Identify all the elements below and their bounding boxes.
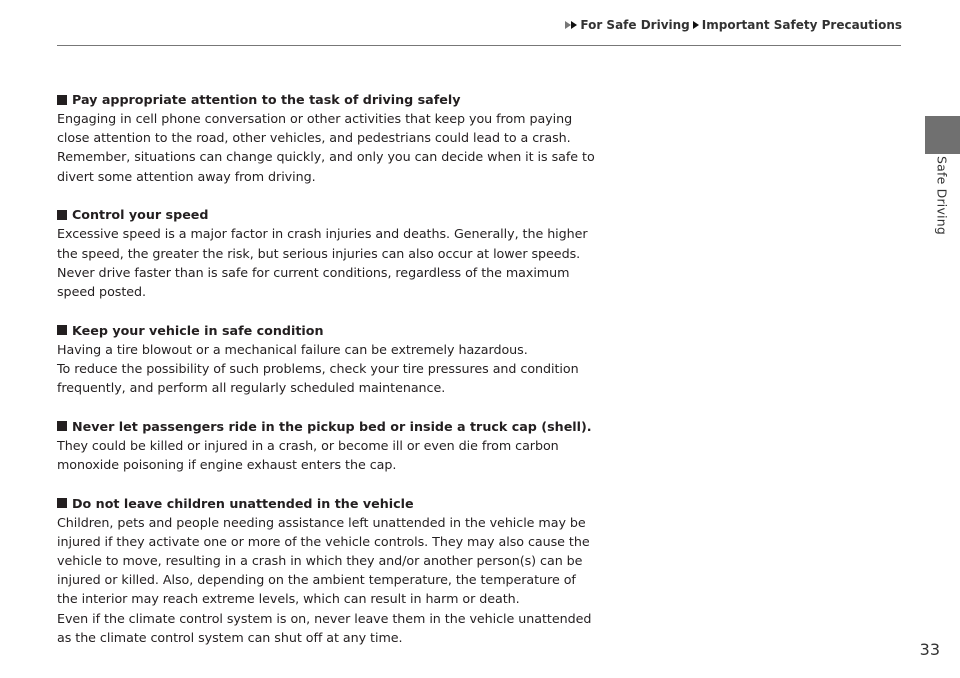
breadcrumb-item-important-safety-precautions[interactable]: Important Safety Precautions <box>701 18 902 32</box>
section-heading-text: Pay appropriate attention to the task of driving safely <box>72 92 461 107</box>
body-line: injured or killed. Also, depending on the ambient temperature, the temperature of <box>57 572 576 588</box>
square-bullet-icon <box>57 210 67 220</box>
body-line: the speed, the greater the risk, but serious injuries can also occur at lower speeds. <box>57 245 581 261</box>
body-line: frequently, and perform all regularly scheduled maintenance. <box>57 380 446 396</box>
section-tab-label: Safe Driving <box>934 155 950 236</box>
body-line: the interior may reach extreme levels, which can result in harm or death. <box>57 591 520 607</box>
body-line: They could be killed or injured in a crash, or become ill or even die from carbon <box>57 437 559 453</box>
body-line: monoxide poisoning if engine exhaust enters the cap. <box>57 456 397 472</box>
body-line: To reduce the possibility of such problems, check your tire pressures and condition <box>57 360 579 376</box>
section-attention <box>57 90 595 186</box>
main-content <box>57 90 595 667</box>
page-number: 33 <box>919 640 940 659</box>
breadcrumb-item-for-safe-driving[interactable]: For Safe Driving <box>580 18 690 32</box>
square-bullet-icon <box>57 498 67 508</box>
body-line: as the climate control system can shut off at any time. <box>57 629 403 645</box>
body-line: Having a tire blowout or a mechanical failure can be extremely hazardous. <box>57 341 528 357</box>
double-arrow-icon <box>565 21 577 29</box>
body-line: vehicle to move, resulting in a crash in which they and/or another person(s) can be <box>57 553 583 569</box>
section-heading <box>57 321 587 340</box>
section-children <box>57 494 592 647</box>
section-heading <box>57 90 587 109</box>
section-heading-text: Keep your vehicle in safe condition <box>72 322 324 338</box>
body-line: divert some attention away from driving. <box>57 168 316 184</box>
section-heading <box>57 417 592 436</box>
square-bullet-icon <box>57 95 67 105</box>
body-line: Children, pets and people needing assistance left unattended in the vehicle may be <box>57 514 586 530</box>
arrow-right-icon <box>693 21 699 29</box>
section-heading-text: Never let passengers ride in the pickup bed or inside a truck cap (shell). <box>72 418 592 434</box>
body-line: Even if the climate control system is on, never leave them in the vehicle unattended <box>57 610 592 626</box>
body-line: Engaging in cell phone conversation or other activities that keep you from paying <box>57 111 573 126</box>
section-heading <box>57 494 587 513</box>
body-line: Excessive speed is a major factor in crash injuries and deaths. Generally, the higher <box>57 226 588 242</box>
square-bullet-icon <box>57 421 67 431</box>
section-pickup-bed <box>57 417 592 474</box>
section-tab-marker <box>925 116 960 154</box>
body-line: Never drive faster than is safe for current conditions, regardless of the maximum <box>57 264 570 280</box>
section-heading <box>57 205 587 224</box>
header-divider <box>57 45 901 46</box>
body-line: speed posted. <box>57 283 147 299</box>
section-heading-text: Control your speed <box>72 207 209 223</box>
body-line: Remember, situations can change quickly, and only you can decide when it is safe to <box>57 149 595 165</box>
body-line: injured if they activate one or more of the vehicle controls. They may also cause the <box>57 533 590 549</box>
body-line: close attention to the road, other vehicles, and pedestrians could lead to a crash. <box>57 130 571 146</box>
breadcrumb <box>565 18 902 32</box>
square-bullet-icon <box>57 325 67 335</box>
section-speed <box>57 205 587 301</box>
section-heading-text: Do not leave children unattended in the vehicle <box>72 495 414 511</box>
section-vehicle-condition <box>57 321 587 398</box>
